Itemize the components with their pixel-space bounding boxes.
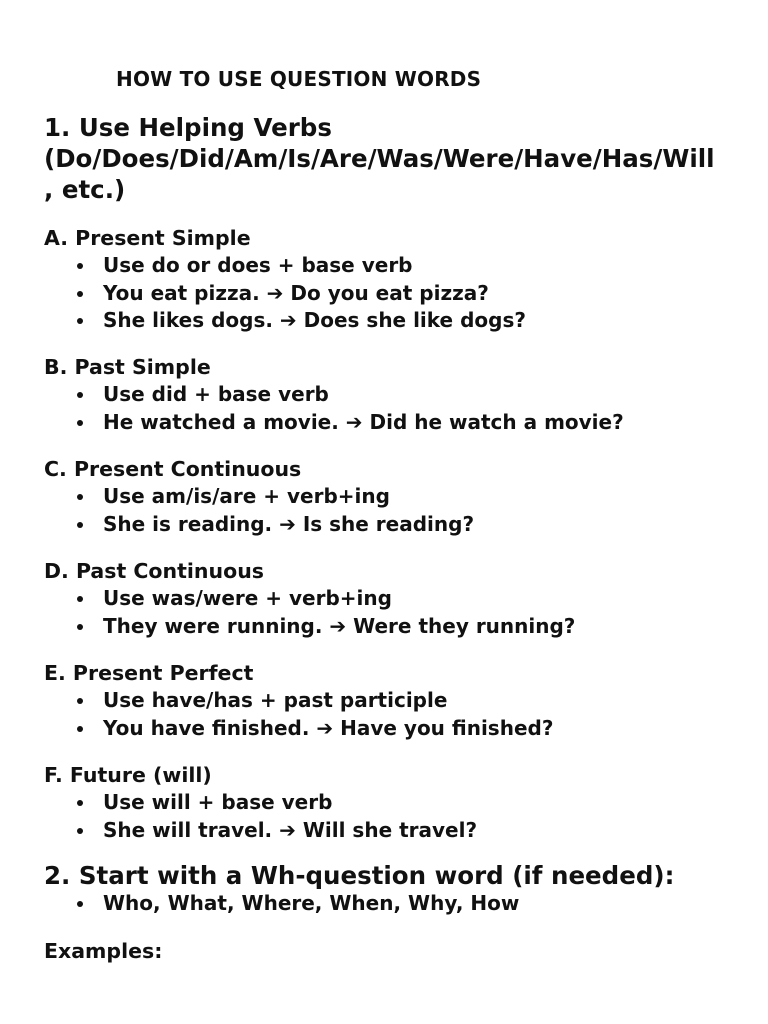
bullet-item: She will travel. ➔ Will she travel? (44, 817, 477, 845)
bullet-item: Use have/has + past participle (44, 687, 553, 715)
bullet-item: She is reading. ➔ Is she reading? (44, 511, 474, 539)
bullet-item: She likes dogs. ➔ Does she like dogs? (44, 307, 526, 335)
bullet-item: He watched a movie. ➔ Did he watch a movie? (44, 409, 624, 437)
bullet-item: You have finished. ➔ Have you finished? (44, 715, 553, 743)
bullet-list (44, 585, 575, 640)
section-title: C. Present Continuous (44, 457, 302, 481)
bullet-list (44, 789, 477, 844)
bullet-item: You eat pizza. ➔ Do you eat pizza? (44, 280, 526, 308)
section-title: F. Future (will) (44, 763, 212, 787)
section-present-continuous (44, 456, 474, 538)
bullet-item: Use am/is/are + verb+ing (44, 483, 474, 511)
step1-heading-line3: , etc.) (44, 175, 126, 204)
section-wh-words (44, 890, 519, 918)
step2-heading: 2. Start with a Wh-question word (if needed): (44, 861, 675, 890)
step1-heading-line1: 1. Use Helping Verbs (44, 113, 332, 142)
section-present-simple (44, 225, 526, 335)
bullet-item: Use did + base verb (44, 381, 624, 409)
section-title: A. Present Simple (44, 226, 251, 250)
bullet-list (44, 483, 474, 538)
bullet-item: Use do or does + base verb (44, 252, 526, 280)
section-past-simple (44, 354, 624, 436)
section-present-perfect (44, 660, 553, 742)
bullet-list (44, 687, 553, 742)
bullet-item: Use was/were + verb+ing (44, 585, 575, 613)
bullet-list (44, 252, 526, 335)
step1-heading-line2: (Do/Does/Did/Am/Is/Are/Was/Were/Have/Has/Will (44, 144, 715, 173)
document-title: HOW TO USE QUESTION WORDS (116, 67, 482, 91)
bullet-item: They were running. ➔ Were they running? (44, 613, 575, 641)
bullet-list (44, 381, 624, 436)
section-title: D. Past Continuous (44, 559, 265, 583)
bullet-list (44, 890, 519, 918)
examples-label: Examples: (44, 939, 163, 963)
section-title: B. Past Simple (44, 355, 211, 379)
section-title: E. Present Perfect (44, 661, 254, 685)
section-past-continuous (44, 558, 575, 640)
bullet-item: Use will + base verb (44, 789, 477, 817)
section-future-will (44, 762, 477, 844)
bullet-item: Who, What, Where, When, Why, How (44, 890, 519, 918)
